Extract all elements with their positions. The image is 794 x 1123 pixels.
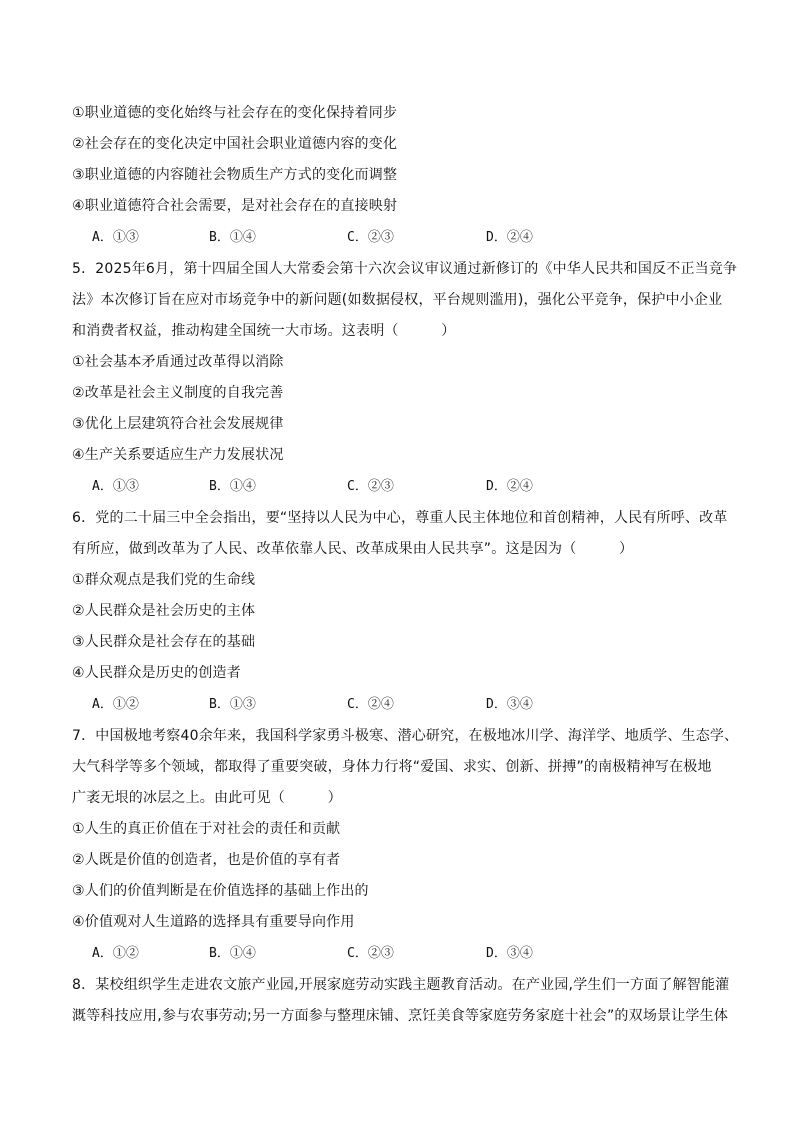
option-d: D．③④ — [486, 697, 533, 712]
option-a: A．①② — [92, 946, 139, 961]
answer-options — [72, 222, 742, 254]
statement: ①人生的真正价值在于对社会的责任和贡献 — [72, 821, 341, 837]
question-stem: 7．中国极地考察40余年来，我国科学家勇斗极寒、潜心研究，在极地冰川学、海洋学、地质学、生态学、 — [72, 728, 739, 744]
statement: ④生产关系要适应生产力发展状况 — [72, 447, 284, 463]
question-stem: 溉等科技应用,参与农事劳动;另一方面参与整理床铺、烹饪美食等家庭劳务家庭十社会”的双场景让学生体 — [72, 1008, 729, 1024]
option-b: B．①④ — [209, 479, 256, 494]
statement: ①社会基本矛盾通过改革得以消除 — [72, 354, 284, 370]
question-stem: 5．2025年6月，第十四届全国人大常委会第十六次会议审议通过新修订的《中华人民共和国反不正当竞争 — [72, 261, 738, 277]
question-stem: 广袤无垠的冰层之上。由此可见（ ） — [72, 790, 342, 806]
statement: ①职业道德的变化始终与社会存在的变化保持着同步 — [72, 105, 398, 121]
exam-page — [72, 98, 742, 1032]
statement: ②人既是价值的创造者，也是价值的享有者 — [72, 852, 341, 868]
option-c: C．②③ — [347, 946, 394, 961]
answer-options — [72, 689, 742, 721]
option-b: B．①③ — [209, 697, 256, 712]
statement: ①群众观点是我们党的生命线 — [72, 572, 256, 588]
statement: ④职业道德符合社会需要，是对社会存在的直接映射 — [72, 198, 398, 214]
option-d: D．③④ — [486, 946, 533, 961]
option-d: D．②④ — [486, 230, 533, 245]
question-stem: 大气科学等多个领域，都取得了重要突破，身体力行将“爱国、求实、创新、拼搏”的南极精神写在极地 — [72, 759, 712, 775]
statement: ③人们的价值判断是在价值选择的基础上作出的 — [72, 883, 369, 899]
answer-options — [72, 938, 742, 970]
question-stem: 8．某校组织学生走进农文旅产业园,开展家庭劳动实践主题教育活动。在产业园,学生们一方面了解智能灌 — [72, 977, 730, 993]
option-c: C．②④ — [347, 697, 394, 712]
statement: ③人民群众是社会存在的基础 — [72, 634, 256, 650]
option-a: A．①③ — [92, 230, 139, 245]
statement: ④价值观对人生道路的选择具有重要导向作用 — [72, 914, 355, 930]
question-stem: 法》本次修订旨在应对市场竞争中的新问题(如数据侵权，平台规则滥用)，强化公平竞争，保护中小企业 — [72, 292, 723, 308]
option-b: B．①④ — [209, 230, 256, 245]
option-a: A．①③ — [92, 479, 139, 494]
question-4-continued — [72, 98, 742, 254]
statement: ②人民群众是社会历史的主体 — [72, 603, 256, 619]
answer-options — [72, 471, 742, 503]
option-c: C．②③ — [347, 230, 394, 245]
statement: ③优化上层建筑符合社会发展规律 — [72, 416, 284, 432]
statement: ③职业道德的内容随社会物质生产方式的变化而调整 — [72, 167, 398, 183]
statement: ④人民群众是历史的创造者 — [72, 665, 241, 681]
question-7 — [72, 721, 742, 970]
option-b: B．①④ — [209, 946, 256, 961]
statement: ②改革是社会主义制度的自我完善 — [72, 385, 284, 401]
option-d: D．②④ — [486, 479, 533, 494]
question-6 — [72, 503, 742, 721]
question-5 — [72, 254, 742, 503]
statement: ②社会存在的变化决定中国社会职业道德内容的变化 — [72, 136, 398, 152]
question-8 — [72, 970, 742, 1032]
option-a: A．①② — [92, 697, 139, 712]
question-stem: 和消费者权益，推动构建全国统一大市场。这表明（ ） — [72, 323, 456, 339]
option-c: C．②③ — [347, 479, 394, 494]
question-stem: 有所应，做到改革为了人民、改革依靠人民、改革成果由人民共享”。这是因为（ ） — [72, 541, 634, 557]
question-stem: 6．党的二十届三中全会指出，要“坚持以人民为中心，尊重人民主体地位和首创精神，人民有所呼、改革 — [72, 510, 728, 526]
